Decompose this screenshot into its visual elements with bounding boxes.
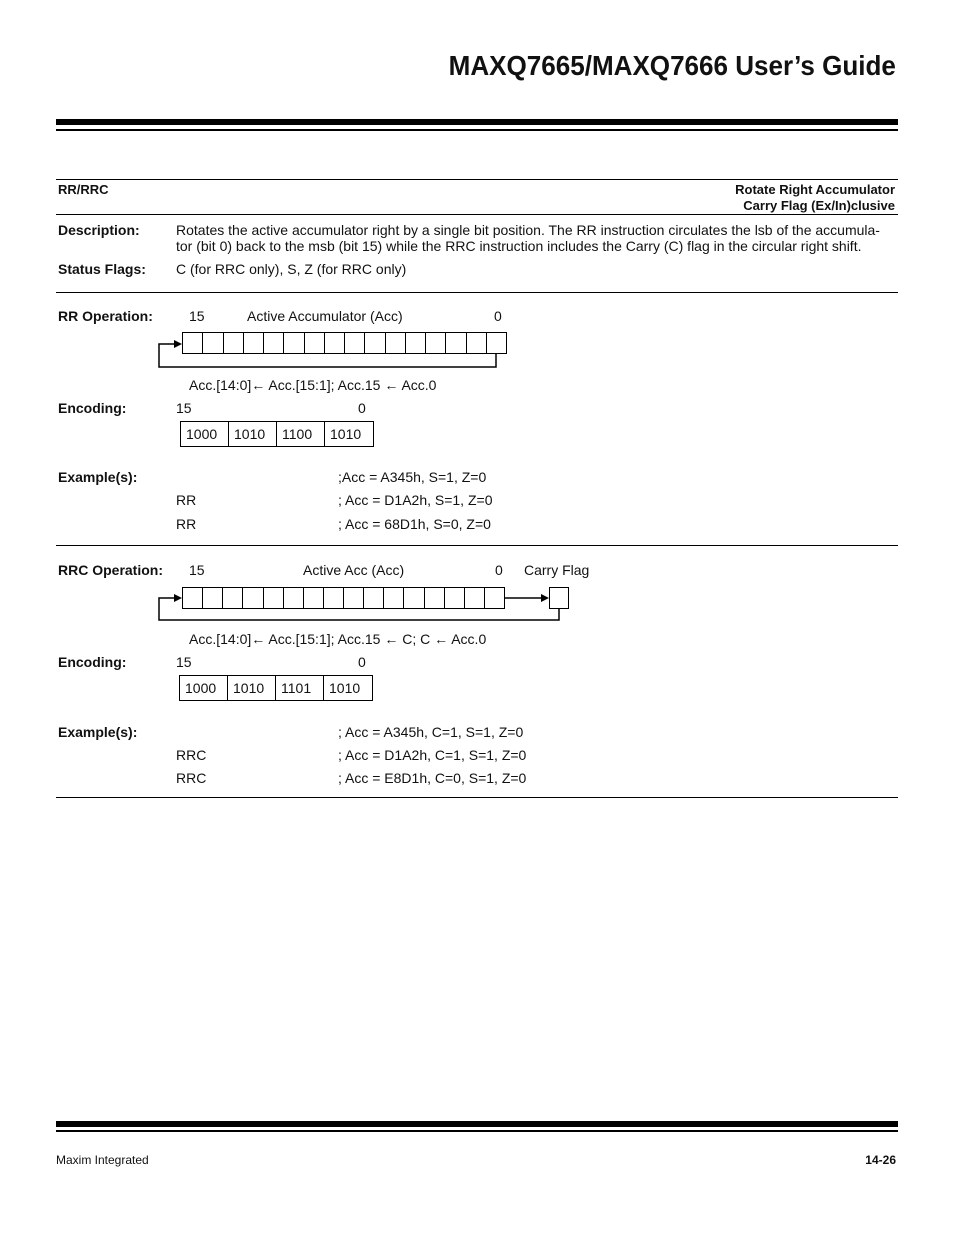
page-title: MAXQ7665/MAXQ7666 User’s Guide bbox=[448, 50, 896, 81]
header-rule-thin bbox=[56, 129, 898, 131]
rrc-example-comment: ; Acc = A345h, C=1, S=1, Z=0 bbox=[338, 724, 524, 740]
rr-example-comment: ;Acc = A345h, S=1, Z=0 bbox=[338, 469, 487, 485]
rrc-example-instr: RRC bbox=[176, 770, 207, 786]
rrc-example-comment: ; Acc = E8D1h, C=0, S=1, Z=0 bbox=[338, 770, 527, 786]
rrc-encoding-bit-low: 0 bbox=[358, 654, 366, 670]
rr-bit-low: 0 bbox=[494, 308, 502, 324]
rr-encoding-box bbox=[180, 421, 374, 447]
section-top-rule bbox=[56, 179, 898, 180]
encoding-nibble: 1010 bbox=[329, 680, 361, 696]
rrc-bit-low: 0 bbox=[495, 562, 503, 578]
encoding-nibble: 1100 bbox=[277, 422, 325, 446]
rr-example-instr: RR bbox=[176, 492, 197, 508]
instruction-mnemonic: RR/RRC bbox=[58, 182, 109, 197]
encoding-nibble: 1010 bbox=[330, 426, 362, 442]
footer-company: Maxim Integrated bbox=[56, 1153, 149, 1167]
rrc-examples-label: Example(s): bbox=[58, 724, 138, 740]
rrc-bit-high: 15 bbox=[189, 562, 205, 578]
rrc-encoding-bit-high: 15 bbox=[176, 654, 192, 670]
footer-rule-thick bbox=[56, 1121, 898, 1127]
rrc-rotate-arrow bbox=[150, 583, 570, 628]
instruction-name-line1: Rotate Right Accumulator bbox=[735, 182, 895, 197]
rr-section-rule bbox=[56, 292, 898, 293]
encoding-nibble: 1000 bbox=[181, 422, 229, 446]
rr-example-comment: ; Acc = 68D1h, S=0, Z=0 bbox=[338, 516, 491, 532]
rr-encoding-label: Encoding: bbox=[58, 400, 127, 416]
section-bottom-rule bbox=[56, 797, 898, 798]
rrc-example-instr: RRC bbox=[176, 747, 207, 763]
encoding-nibble: 1010 bbox=[228, 676, 276, 700]
rr-example-comment: ; Acc = D1A2h, S=1, Z=0 bbox=[338, 492, 493, 508]
rrc-encoding-label: Encoding: bbox=[58, 654, 127, 670]
encoding-nibble: 1101 bbox=[276, 676, 324, 700]
rr-operation-label: RR Operation: bbox=[58, 308, 153, 324]
rr-bit-high: 15 bbox=[189, 308, 205, 324]
rr-register-label: Active Accumulator (Acc) bbox=[247, 308, 403, 324]
rrc-encoding-box bbox=[179, 675, 373, 701]
rr-rotate-arrow bbox=[150, 328, 520, 373]
rrc-operation-label: RRC Operation: bbox=[58, 562, 163, 578]
rr-formula: Acc.[14:0]← Acc.[15:1]; Acc.15 ← Acc.0 bbox=[189, 377, 437, 393]
rrc-section-rule bbox=[56, 545, 898, 546]
rr-encoding-bit-high: 15 bbox=[176, 400, 192, 416]
status-flags-label: Status Flags: bbox=[58, 261, 146, 277]
header-rule-thick bbox=[56, 119, 898, 125]
rrc-register-label: Active Acc (Acc) bbox=[303, 562, 405, 578]
status-flags-value: C (for RRC only), S, Z (for RRC only) bbox=[176, 261, 407, 277]
instruction-name-line2: Carry Flag (Ex/In)clusive bbox=[743, 198, 895, 213]
description-line1: Rotates the active accumulator right by a single bit position. The RR instruction circulates the lsb of the accumula- bbox=[176, 222, 880, 238]
instruction-header-rule bbox=[56, 214, 898, 215]
encoding-nibble: 1010 bbox=[229, 422, 277, 446]
rr-examples-label: Example(s): bbox=[58, 469, 138, 485]
footer-rule-thin bbox=[56, 1130, 898, 1132]
rrc-carry-label: Carry Flag bbox=[524, 562, 590, 578]
rr-encoding-bit-low: 0 bbox=[358, 400, 366, 416]
rr-example-instr: RR bbox=[176, 516, 197, 532]
rrc-formula: Acc.[14:0]← Acc.[15:1]; Acc.15 ← C; C ← Acc.0 bbox=[189, 631, 487, 647]
encoding-nibble: 1000 bbox=[180, 676, 228, 700]
rrc-example-comment: ; Acc = D1A2h, C=1, S=1, Z=0 bbox=[338, 747, 527, 763]
description-label: Description: bbox=[58, 222, 140, 238]
footer-page-number: 14-26 bbox=[865, 1153, 896, 1167]
description-line2: tor (bit 0) back to the msb (bit 15) while the RRC instruction includes the Carry (C) flag in the circular right shift. bbox=[176, 238, 862, 254]
